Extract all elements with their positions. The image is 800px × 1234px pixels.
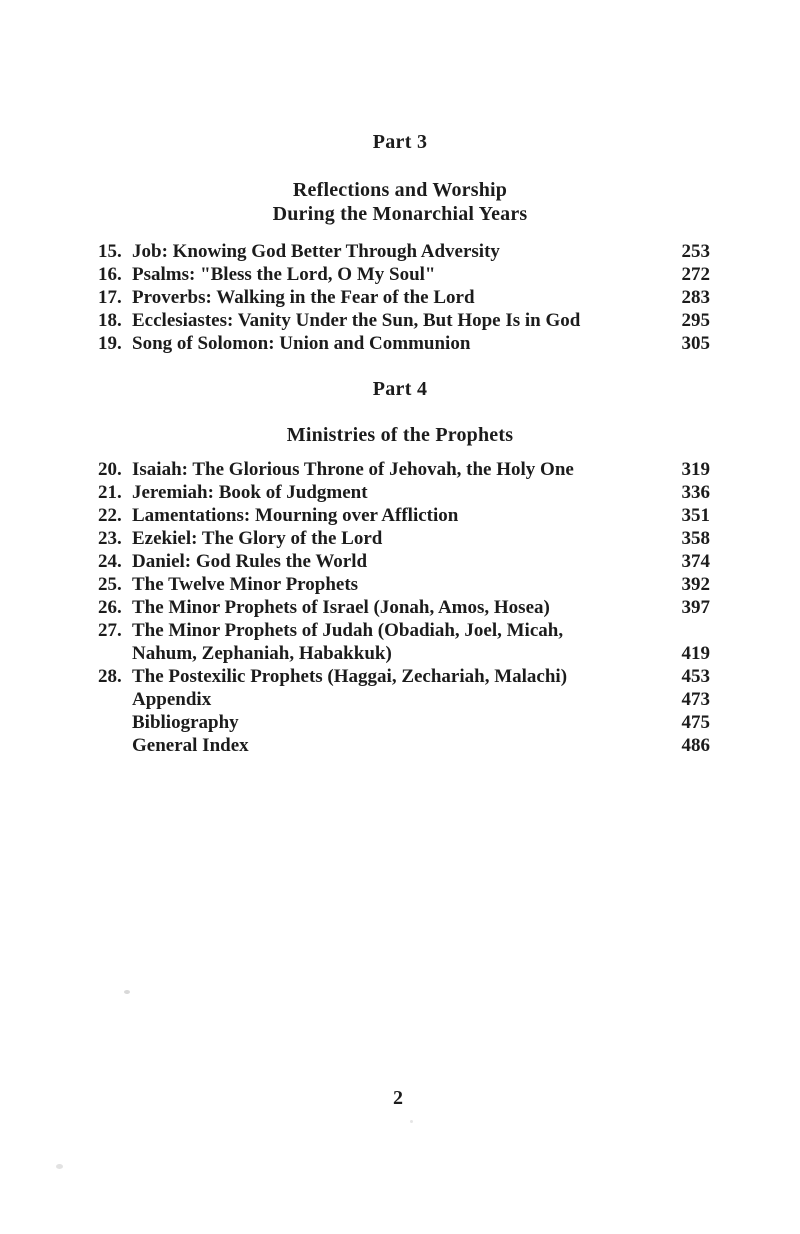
- toc-entry-page: 351: [681, 505, 710, 526]
- toc-entry-page: 283: [681, 287, 710, 308]
- toc-row: [98, 481, 710, 504]
- toc-entry-page: 336: [681, 482, 710, 503]
- toc-entry-title: Nahum, Zephaniah, Habakkuk): [132, 643, 392, 664]
- section-title-line: During the Monarchial Years: [272, 203, 528, 225]
- toc-entry-title: Job: Knowing God Better Through Adversity: [132, 241, 500, 262]
- toc-entry-number: 26.: [98, 597, 122, 618]
- toc-entry-title: The Postexilic Prophets (Haggai, Zechariah, Malachi): [132, 666, 568, 687]
- scan-speckle: [410, 1120, 413, 1123]
- toc-entry-page: 473: [681, 689, 710, 710]
- toc-entry-title: Ezekiel: The Glory of the Lord: [132, 528, 383, 549]
- toc-row: [98, 458, 710, 481]
- part-heading: Part 4: [372, 378, 428, 400]
- toc-entry-page: 358: [681, 528, 710, 549]
- toc-row: [98, 332, 710, 355]
- toc-row: [98, 527, 710, 550]
- toc-row: [98, 596, 710, 619]
- toc-entry-page: 453: [681, 666, 710, 687]
- toc-row: [98, 688, 710, 711]
- toc-entry-title: Appendix: [132, 689, 212, 710]
- toc-entry-title: The Minor Prophets of Judah (Obadiah, Joel, Micah,: [132, 620, 564, 641]
- toc-entry-page: 392: [681, 574, 710, 595]
- section-title: [0, 423, 800, 447]
- section-title-line: Ministries of the Prophets: [286, 424, 514, 446]
- toc-list: [98, 458, 710, 757]
- toc-row: [98, 504, 710, 527]
- toc-entry-title: General Index: [132, 735, 249, 756]
- toc-row: [98, 642, 710, 665]
- toc-entry-number: 27.: [98, 620, 122, 641]
- toc-entry-page: 419: [681, 643, 710, 664]
- toc-row: [98, 665, 710, 688]
- toc-entry-page: 253: [681, 241, 710, 262]
- scan-speckle: [124, 990, 130, 994]
- toc-row: [98, 286, 710, 309]
- toc-entry-title: Jeremiah: Book of Judgment: [132, 482, 368, 503]
- toc-row: [98, 734, 710, 757]
- toc-entry-number: 17.: [98, 287, 122, 308]
- toc-entry-page: 475: [681, 712, 710, 733]
- toc-list: [98, 240, 710, 355]
- toc-entry-page: 397: [681, 597, 710, 618]
- toc-row: [98, 263, 710, 286]
- toc-entry-title: Psalms: "Bless the Lord, O My Soul": [132, 264, 436, 285]
- toc-entry-page: 319: [681, 459, 710, 480]
- toc-entry-title: Isaiah: The Glorious Throne of Jehovah, the Holy One: [132, 459, 574, 480]
- toc-row: [98, 550, 710, 573]
- toc-entry-number: 21.: [98, 482, 122, 503]
- toc-entry-title: Lamentations: Mourning over Affliction: [132, 505, 459, 526]
- section-title: [0, 178, 800, 226]
- toc-entry-title: Ecclesiastes: Vanity Under the Sun, But Hope Is in God: [132, 310, 581, 331]
- toc-row: [98, 573, 710, 596]
- toc-entry-page: 305: [681, 333, 710, 354]
- toc-entry-number: 15.: [98, 241, 122, 262]
- toc-entry-page: 272: [681, 264, 710, 285]
- toc-entry-title: The Minor Prophets of Israel (Jonah, Amos, Hosea): [132, 597, 550, 618]
- scan-speckle: [56, 1164, 63, 1169]
- toc-entry-number: 19.: [98, 333, 122, 354]
- toc-entry-title: Daniel: God Rules the World: [132, 551, 368, 572]
- toc-entry-number: 16.: [98, 264, 122, 285]
- toc-entry-number: 24.: [98, 551, 122, 572]
- toc-entry-number: 20.: [98, 459, 122, 480]
- toc-entry-page: 374: [681, 551, 710, 572]
- toc-row: [98, 309, 710, 332]
- page-number: 2: [393, 1087, 403, 1109]
- toc-entry-title: Proverbs: Walking in the Fear of the Lord: [132, 287, 475, 308]
- toc-entry-page: 295: [681, 310, 710, 331]
- section-title-line: Reflections and Worship: [292, 179, 508, 201]
- toc-row: [98, 619, 710, 642]
- toc-entry-number: 25.: [98, 574, 122, 595]
- toc-entry-number: 18.: [98, 310, 122, 331]
- toc-entry-number: 22.: [98, 505, 122, 526]
- table-of-contents: [0, 130, 800, 757]
- toc-entry-title: The Twelve Minor Prophets: [132, 574, 359, 595]
- toc-entry-number: 28.: [98, 666, 122, 687]
- toc-entry-number: 23.: [98, 528, 122, 549]
- toc-entry-title: Song of Solomon: Union and Communion: [132, 333, 471, 354]
- toc-entry-page: 486: [681, 735, 710, 756]
- toc-row: [98, 240, 710, 263]
- part-heading: Part 3: [372, 131, 428, 153]
- toc-entry-title: Bibliography: [132, 712, 239, 733]
- toc-row: [98, 711, 710, 734]
